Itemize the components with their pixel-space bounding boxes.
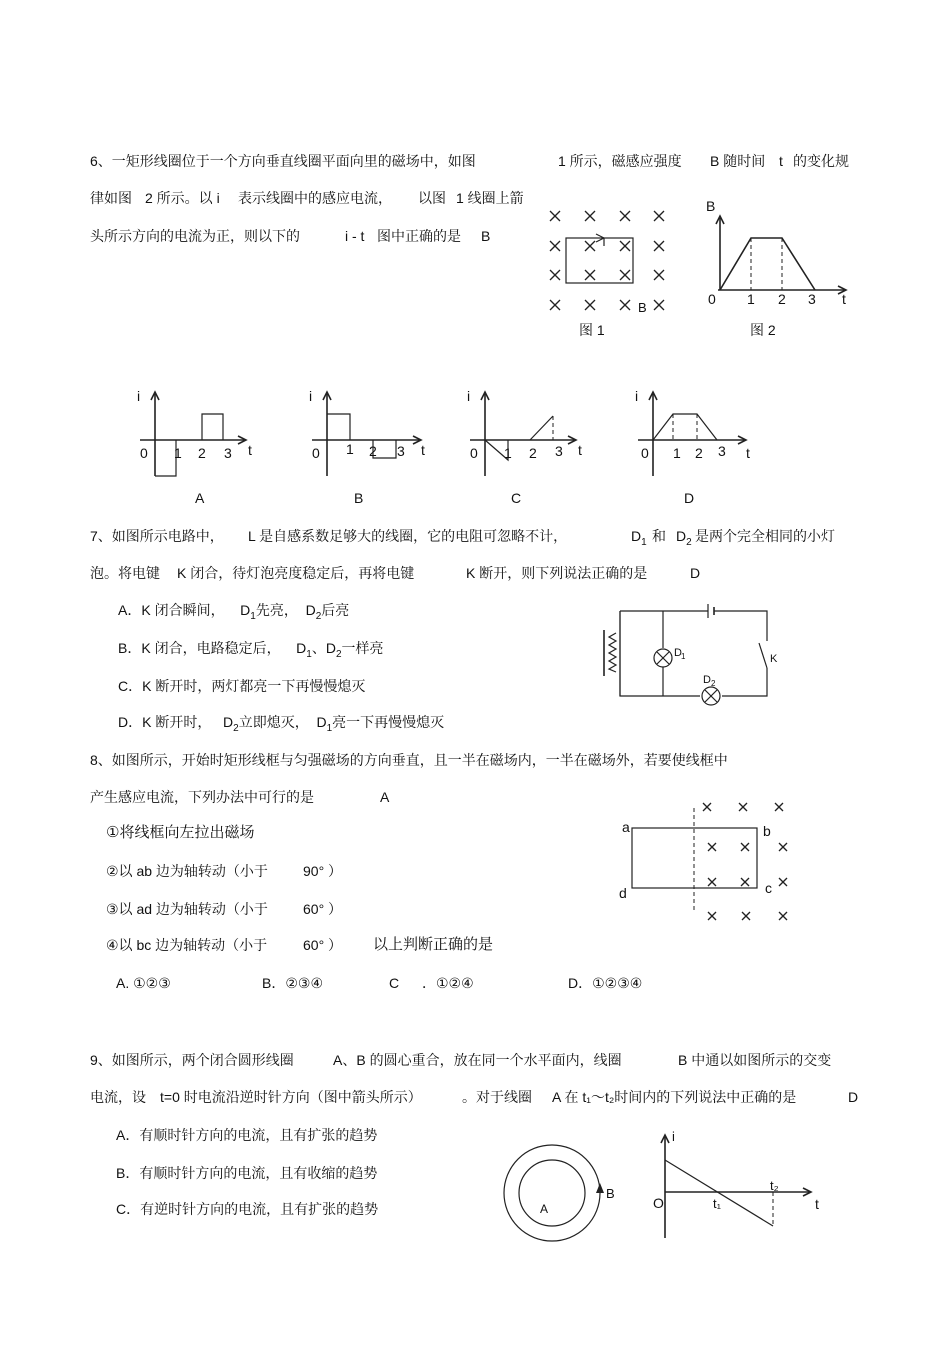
- q7-option-b: B．K 闭合，电路稳定后， $D_1$、$D_2$一样亮: [118, 640, 384, 660]
- fig2-tick-3: 3: [808, 291, 816, 307]
- q6-text-line1b: 1 所示，磁感应强度: [558, 153, 682, 169]
- svg-text:2: 2: [695, 445, 703, 461]
- q8-item3b: 60° ）: [303, 901, 343, 917]
- q8-item4a: ④以 bc 边为轴转动（小于: [106, 937, 268, 953]
- svg-text:1: 1: [174, 445, 182, 461]
- svg-text:t: t: [746, 445, 750, 461]
- q9-text-line2b: t=0 时电流沿逆时针方向（图中箭头所示）: [160, 1089, 422, 1105]
- svg-text:i: i: [137, 388, 141, 404]
- fig2-axis-y: B: [706, 198, 716, 214]
- q6-text-line1a: 6、一矩形线圈位于一个方向垂直线圈平面向里的磁场中，如图: [90, 153, 476, 169]
- svg-text:i: i: [672, 1129, 675, 1144]
- svg-text:0: 0: [470, 445, 478, 461]
- fig2-caption: 图 2: [750, 322, 776, 338]
- q7-option-d: D．K 断开时， $D_2$立即熄灭， $D_1$亮一下再慢慢熄灭: [118, 714, 445, 734]
- svg-text:i: i: [467, 388, 471, 404]
- svg-text:a: a: [622, 819, 630, 835]
- fig2-tick-1: 1: [747, 291, 755, 307]
- fig1-label-b: B: [638, 300, 647, 315]
- q8-answer: A: [380, 789, 390, 805]
- fig2-tick-0: 0: [708, 291, 716, 307]
- svg-text:t: t: [578, 442, 582, 458]
- q7-text-line1c: $D_1$: [631, 528, 647, 548]
- q6-text-line3b: i - t: [345, 228, 365, 244]
- svg-text:2: 2: [198, 445, 206, 461]
- option-label-d: D: [684, 490, 695, 506]
- svg-text:3: 3: [224, 445, 232, 461]
- q8-choice-d: D．①②③④: [568, 975, 643, 991]
- q9-text-line1b: A、B 的圆心重合，放在同一个水平面内，线圈: [333, 1052, 622, 1068]
- q8-choice-c2: ．①②④: [422, 975, 474, 991]
- svg-text:0: 0: [641, 445, 649, 461]
- q8-choice-c1: C: [389, 975, 400, 991]
- q9-option-a: A．有顺时针方向的电流，且有扩张的趋势: [116, 1127, 378, 1143]
- svg-text:A: A: [540, 1202, 549, 1216]
- svg-text:D: D: [674, 647, 682, 659]
- q6-text-line2d: 以图: [418, 190, 446, 206]
- fig1-caption: 图 1: [579, 322, 605, 338]
- q8-choice-b: B．②③④: [262, 975, 323, 991]
- svg-text:D: D: [703, 674, 711, 686]
- svg-text:i: i: [309, 388, 313, 404]
- svg-text:2: 2: [711, 679, 716, 688]
- svg-text:t: t: [421, 442, 425, 458]
- q6-text-line2a: 律如图: [90, 190, 132, 206]
- q7-text-line1d: 和: [652, 528, 666, 544]
- q7-text-line1b: L 是自感系数足够大的线圈，它的电阻可忽略不计，: [248, 528, 568, 544]
- svg-text:0: 0: [312, 445, 320, 461]
- option-label-a: A: [195, 490, 205, 506]
- q9-text-line1a: 9、如图所示，两个闭合圆形线圈: [90, 1052, 294, 1068]
- q8-item1: ①将线框向左拉出磁场: [106, 824, 255, 841]
- svg-text:t₂: t₂: [770, 1178, 779, 1193]
- option-label-b: B: [354, 490, 364, 506]
- q7-text-line1a: 7、如图所示电路中，: [90, 528, 224, 544]
- option-label-c: C: [511, 490, 522, 506]
- q8-item4b: 60° ）: [303, 937, 343, 953]
- q9-text-line2d: A 在 t₁～t₂时间内的下列说法中正确的是: [552, 1089, 797, 1105]
- q8-item3a: ③以 ad 边为轴转动（小于: [106, 901, 268, 917]
- q8-item2b: 90° ）: [303, 863, 343, 879]
- q7-option-a: A．K 闭合瞬间， $D_1$先亮， $D_2$后亮: [118, 602, 350, 622]
- fig2-axis-x: t: [842, 291, 846, 307]
- coil-a: [519, 1160, 585, 1226]
- q9-option-b: B．有顺时针方向的电流，且有收缩的趋势: [116, 1165, 378, 1181]
- q7-text-line2c: K 断开，则下列说法正确的是: [466, 565, 648, 581]
- q6-text-line2e: 1 线圈上箭: [456, 190, 524, 206]
- svg-text:2: 2: [529, 445, 537, 461]
- svg-text:K: K: [770, 653, 778, 665]
- svg-text:0: 0: [140, 445, 148, 461]
- svg-text:t: t: [815, 1196, 819, 1212]
- q7-text-line2b: K 闭合，待灯泡亮度稳定后，再将电键: [177, 565, 415, 581]
- svg-text:B: B: [606, 1186, 615, 1201]
- q6-text-line3a: 头所示方向的电流为正，则以下的: [90, 228, 300, 244]
- q9-text-line1c: B 中通以如图所示的交变: [678, 1052, 832, 1068]
- q9-option-c: C．有逆时针方向的电流，且有扩张的趋势: [116, 1201, 379, 1217]
- svg-text:1: 1: [681, 652, 686, 661]
- q8-item4c: 以上判断正确的是: [373, 936, 494, 953]
- q6-text-line1d: t: [779, 153, 783, 169]
- q6-text-line1c: B 随时间: [710, 153, 766, 169]
- svg-text:t₁: t₁: [713, 1196, 721, 1211]
- q6-text-line2c: 表示线圈中的感应电流，: [238, 190, 392, 206]
- svg-text:1: 1: [504, 445, 512, 461]
- q6-text-line3c: 图中正确的是: [377, 228, 461, 244]
- svg-text:i: i: [635, 388, 639, 404]
- q7-text-line2a: 泡。将电键: [90, 565, 160, 581]
- q7-text-line1e: $D_2$: [676, 528, 692, 548]
- q8-choice-a: A. ①②③: [116, 975, 171, 991]
- q8-text-line2: 产生感应电流，下列办法中可行的是: [90, 789, 314, 805]
- q7-text-line1f: 是两个完全相同的小灯: [695, 528, 835, 544]
- current-line: [665, 1160, 773, 1226]
- q6-text-line2b: 2 所示。以 i: [145, 190, 220, 206]
- coil-b-arrow-icon: [596, 1183, 604, 1193]
- svg-text:t: t: [248, 442, 252, 458]
- q6-text-line1e: 的变化规: [793, 153, 849, 169]
- svg-text:O: O: [653, 1195, 664, 1211]
- svg-text:d: d: [619, 885, 627, 901]
- q9-text-line2c: 。对于线圈: [462, 1089, 532, 1105]
- q9-text-line2a: 电流，设: [90, 1089, 146, 1105]
- svg-text:1: 1: [673, 445, 681, 461]
- q9-answer: D: [848, 1089, 859, 1105]
- svg-text:3: 3: [397, 443, 405, 459]
- svg-text:c: c: [765, 880, 772, 896]
- q8-item2a: ②以 ab 边为轴转动（小于: [106, 863, 268, 879]
- svg-text:2: 2: [369, 443, 377, 459]
- svg-text:3: 3: [718, 443, 726, 459]
- q6-answer: B: [481, 228, 491, 244]
- svg-text:1: 1: [346, 441, 354, 457]
- q7-answer: D: [690, 565, 701, 581]
- svg-text:b: b: [763, 823, 771, 839]
- fig2-tick-2: 2: [778, 291, 786, 307]
- svg-text:3: 3: [555, 443, 563, 459]
- q8-text-line1: 8、如图所示，开始时矩形线框与匀强磁场的方向垂直，且一半在磁场内，一半在磁场外，若要使线框中: [90, 752, 728, 768]
- q7-option-c: C．K 断开时，两灯都亮一下再慢慢熄灭: [118, 678, 366, 694]
